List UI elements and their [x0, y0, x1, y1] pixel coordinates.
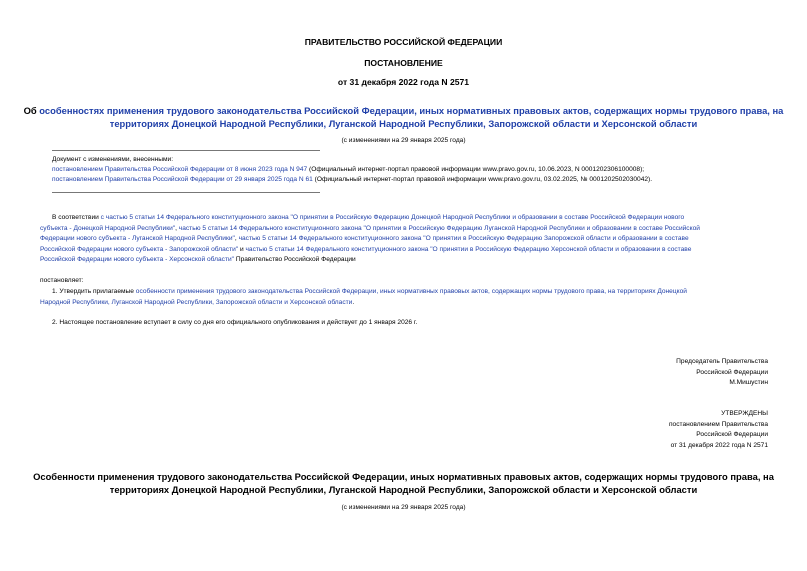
preamble-line — [40, 213, 770, 224]
preamble-law-link[interactable]: частью 5 статьи 14 Федерального конституционного закона "О принятии в Российскую Федерацию Запорожской области и образовании в составе — [238, 235, 689, 243]
preamble-law-link[interactable]: Российской Федерации нового субъекта - Запорожской области" — [40, 245, 239, 253]
preamble-line — [40, 255, 770, 266]
title-prefix: Об — [23, 105, 40, 116]
signatory-name: М.Мишустин — [729, 379, 768, 387]
amendment-item — [52, 175, 792, 185]
preamble-law-link[interactable]: Федерации нового субъекта - Луганской Народной Республики" — [40, 235, 235, 243]
preamble — [40, 213, 770, 266]
preamble-line — [40, 224, 770, 235]
title-line-1 — [0, 104, 807, 117]
preamble-text: , — [175, 224, 179, 232]
signature-title: Российской Федерации — [696, 368, 768, 376]
approved-block — [669, 409, 768, 451]
approved-line: постановлением Правительства — [668, 420, 768, 428]
preamble-text: Правительство Российской Федерации — [234, 256, 356, 264]
annex-revision-note: (с изменениями на 29 января 2025 года) — [341, 504, 466, 511]
clause-text: 1. Утвердить прилагаемые — [52, 288, 136, 295]
document-title — [0, 104, 807, 130]
signature-block — [676, 357, 768, 389]
annex-title — [0, 470, 807, 496]
annex-link[interactable]: особенности применения трудового законодательства Российской Федерации, иных нормативных правовых актов, содержащих нормы трудового права, на территориях Донецкой — [135, 288, 687, 295]
document-date-number: от 31 декабря 2022 года N 2571 — [337, 77, 470, 87]
amendments-block — [52, 155, 792, 185]
clause-1 — [40, 287, 770, 308]
title-line-2 — [0, 117, 807, 130]
preamble-law-link[interactable]: с частью 5 статьи 14 Федерального конституционного закона "О принятии в Российскую Федерацию Донецкой Народной Республики и образовании в составе Российской Федерации нового — [100, 214, 685, 221]
document-type: ПОСТАНОВЛЕНИЕ — [364, 58, 443, 68]
annex-title-line: территориях Донецкой Народной Республики, Луганской Народной Республики, Запорожской области и Херсонской области — [109, 484, 698, 495]
approved-line: Российской Федерации — [696, 431, 768, 439]
revision-note: (с изменениями на 29 января 2025 года) — [341, 137, 466, 144]
preamble-text: , — [234, 235, 239, 243]
clause-1-line — [40, 298, 770, 309]
amendment-link[interactable]: постановлением Правительства Российской Федерации от 29 января 2025 года N 61 — [52, 176, 313, 183]
preamble-law-link[interactable]: Российской Федерации нового субъекта - Херсонской области" — [40, 256, 234, 264]
government-heading: ПРАВИТЕЛЬСТВО РОССИЙСКОЙ ФЕДЕРАЦИИ — [304, 37, 503, 47]
preamble-line — [40, 234, 770, 245]
amendment-source: (Официальный интернет-портал правовой информации www.pravo.gov.ru, 10.06.2023, N 0001202306100008); — [307, 166, 645, 173]
approved-line: от 31 декабря 2022 года N 2571 — [670, 441, 768, 449]
amendment-link[interactable]: постановлением Правительства Российской Федерации от 8 июня 2023 года N 947 — [52, 166, 308, 173]
divider-bottom — [52, 192, 320, 193]
preamble-law-link[interactable]: субъекта - Донецкой Народной Республики" — [40, 224, 176, 232]
clause-1-line — [40, 287, 770, 298]
preamble-text: В соответствии — [52, 214, 101, 221]
annex-link[interactable]: Народной Республики, Луганской Народной Республики, Запорожской области и Херсонской области — [40, 298, 353, 306]
preamble-text: и — [238, 245, 246, 253]
amendment-source: (Официальный интернет-портал правовой информации www.pravo.gov.ru, 03.02.2025, № 0001202502030042). — [312, 176, 653, 183]
title-link-continued[interactable]: территориях Донецкой Народной Республики, Луганской Народной Республики, Запорожской области и Херсонской области — [109, 118, 698, 129]
clause-2: 2. Настоящее постановление вступает в силу со дня его официального опубликования и действует до 1 января 2026 г. — [52, 319, 418, 326]
approved-heading: УТВЕРЖДЕНЫ — [721, 410, 768, 417]
preamble-law-link[interactable]: частью 5 статьи 14 Федерального конституционного закона "О принятии в Российскую Федерацию Херсонской области и образовании в составе — [245, 245, 692, 253]
amendments-intro: Документ с изменениями, внесенными: — [52, 156, 174, 163]
annex-title-line: Особенности применения трудового законодательства Российской Федерации, иных нормативных правовых актов, содержащих нормы трудового права, на — [33, 471, 774, 482]
preamble-law-link[interactable]: частью 5 статьи 14 Федерального конституционного закона "О принятии в Российскую Федерацию Луганской Народной Республики и образовании в составе Российской — [178, 224, 700, 232]
title-link[interactable]: особенностях применения трудового законодательства Российской Федерации, иных нормативных правовых актов, содержащих нормы трудового права, на — [39, 105, 784, 116]
clause-text: . — [352, 298, 355, 306]
preamble-line — [40, 245, 770, 256]
decrees-word: постановляет: — [40, 277, 84, 284]
divider-top — [52, 150, 320, 151]
amendment-item — [52, 165, 792, 175]
signature-title: Председатель Правительства — [676, 358, 768, 365]
